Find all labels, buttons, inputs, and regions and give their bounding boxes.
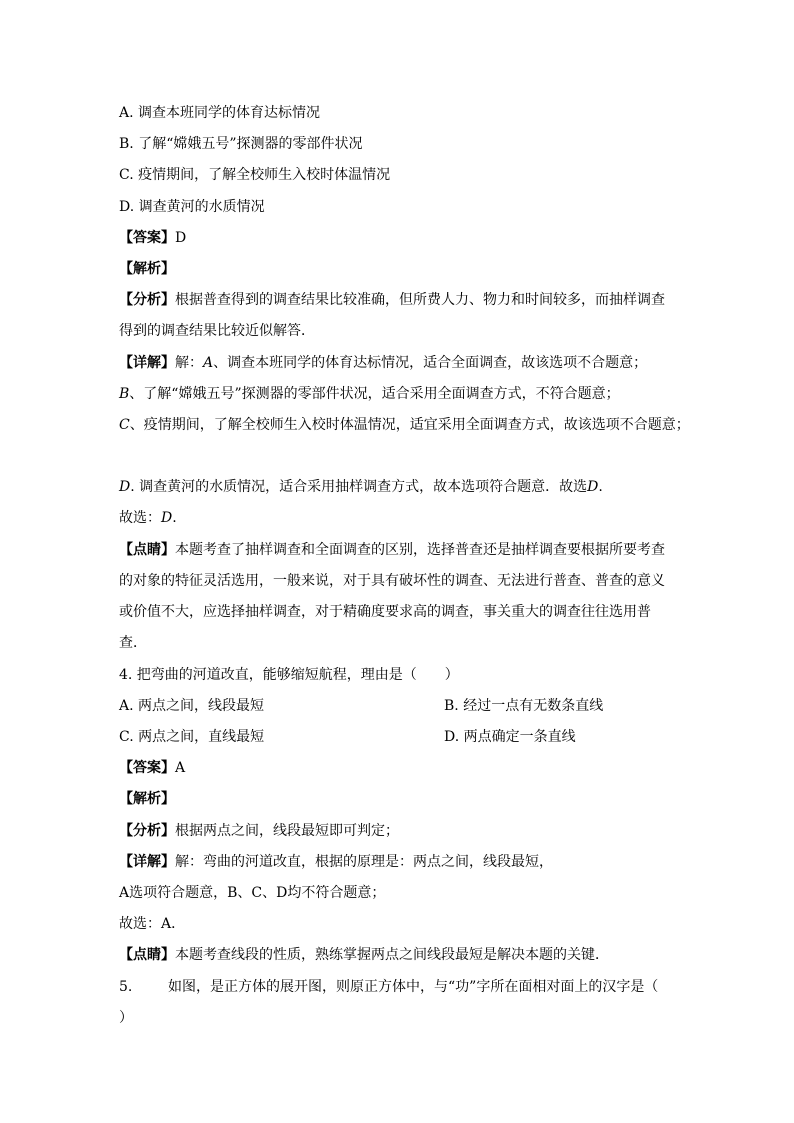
q3-option-a: A. 调查本班同学的体育达标情况	[119, 105, 321, 121]
q5-stem-line-1: 如图，是正方体的展开图，则原正方体中，与“功”字所在面相对面上的汉字是（	[168, 979, 659, 995]
q3-dianjing-line-3: 或价值不大，应选择抽样调查，对于精确度要求高的调查，事关重大的调查往往选用普	[119, 604, 651, 620]
answer-label: 【答案】	[119, 230, 175, 246]
q4-option-b: B. 经过一点有无数条直线	[444, 698, 604, 714]
q3-option-d: D. 调查黄河的水质情况	[119, 199, 265, 215]
q5-number: 5.	[119, 979, 133, 995]
q3-xiangjie-b	[119, 385, 620, 403]
xiangjie-prefix: 解：	[175, 355, 203, 371]
q4-dianjing	[119, 946, 609, 964]
q4-fenxi	[119, 822, 399, 840]
q3-xiangjie-a	[119, 354, 647, 372]
option-letter: C	[119, 417, 130, 433]
q4-answer	[119, 759, 185, 777]
answer-label: 【答案】	[119, 760, 175, 776]
q4-analysis-label: 【解析】	[119, 791, 175, 807]
fenxi-label: 【分析】	[119, 823, 175, 839]
guxuan-prefix: 故选：	[119, 510, 161, 526]
q3-xiangjie-c	[119, 416, 690, 434]
period: .	[598, 479, 603, 495]
q4-guxuan: 故选：A．	[119, 916, 186, 932]
q3-guxuan	[119, 509, 177, 527]
q4-option-d: D. 两点确定一条直线	[444, 729, 576, 745]
q4-stem: 4. 把弯曲的河道改直，能够缩短航程，理由是（ ）	[119, 667, 459, 683]
xiangjie-text: . 调查黄河的水质情况，适合采用抽样调查方式，故本选项符合题意．故选	[130, 479, 588, 495]
q3-xiangjie-d	[119, 478, 603, 496]
q3-fenxi-line-2: 得到的调查结果比较近似解答．	[119, 323, 315, 339]
q3-dianjing-line-2: 的对象的特征灵活选用，一般来说，对于具有破坏性的调查、无法进行普查、普查的意义	[119, 573, 665, 589]
q3-answer	[119, 229, 186, 247]
option-letter: D	[119, 479, 131, 495]
q3-option-b: B. 了解“嫦娥五号”探测器的零部件状况	[119, 136, 363, 152]
q4-option-c: C. 两点之间，直线最短	[119, 729, 265, 745]
q5-stem-line-2: ）	[119, 1010, 133, 1026]
q3-dianjing-line-4: 查．	[119, 635, 147, 651]
option-letter: B	[119, 386, 130, 402]
dianjing-text: 本题考查线段的性质，熟练掌握两点之间线段最短是解决本题的关键．	[175, 947, 609, 963]
xiangjie-text: 、疫情期间，了解全校师生入校时体温情况，适宜采用全面调查方式，故该选项不合题意；	[129, 417, 690, 433]
q3-fenxi-line-1	[119, 291, 665, 309]
dianjing-text: 本题考查了抽样调查和全面调查的区别，选择普查还是抽样调查要根据所要考查	[175, 542, 665, 558]
fenxi-text: 根据普查得到的调查结果比较准确，但所费人力、物力和时间较多，而抽样调查	[175, 292, 665, 308]
xiangjie-label: 【详解】	[119, 854, 175, 870]
q4-xiangjie-line-2: A选项符合题意，B、C、D均不符合题意；	[119, 885, 386, 901]
xiangjie-text: 、调查本班同学的体育达标情况，适合全面调查，故该选项不合题意；	[213, 355, 648, 371]
dianjing-label: 【点睛】	[119, 947, 175, 963]
fenxi-text: 根据两点之间，线段最短即可判定；	[175, 823, 399, 839]
answer-value: A	[175, 760, 186, 776]
period: .	[172, 510, 177, 526]
q3-analysis-label: 【解析】	[119, 261, 175, 277]
xiangjie-label: 【详解】	[119, 355, 175, 371]
option-letter: D	[587, 479, 599, 495]
fenxi-label: 【分析】	[119, 292, 175, 308]
option-letter: A	[203, 355, 214, 371]
q4-xiangjie	[119, 853, 553, 871]
xiangjie-text: 、了解“嫦娥五号”探测器的零部件状况，适合采用全面调查方式，不符合题意；	[129, 386, 620, 402]
dianjing-label: 【点睛】	[119, 542, 175, 558]
answer-value: D	[175, 230, 187, 246]
q4-option-a: A. 两点之间，线段最短	[119, 698, 265, 714]
xiangjie-text: 解：弯曲的河道改直，根据的原理是：两点之间，线段最短，	[175, 854, 553, 870]
option-letter: D	[161, 510, 173, 526]
q3-dianjing-line-1	[119, 541, 665, 559]
q3-option-c: C. 疫情期间，了解全校师生入校时体温情况	[119, 167, 391, 183]
